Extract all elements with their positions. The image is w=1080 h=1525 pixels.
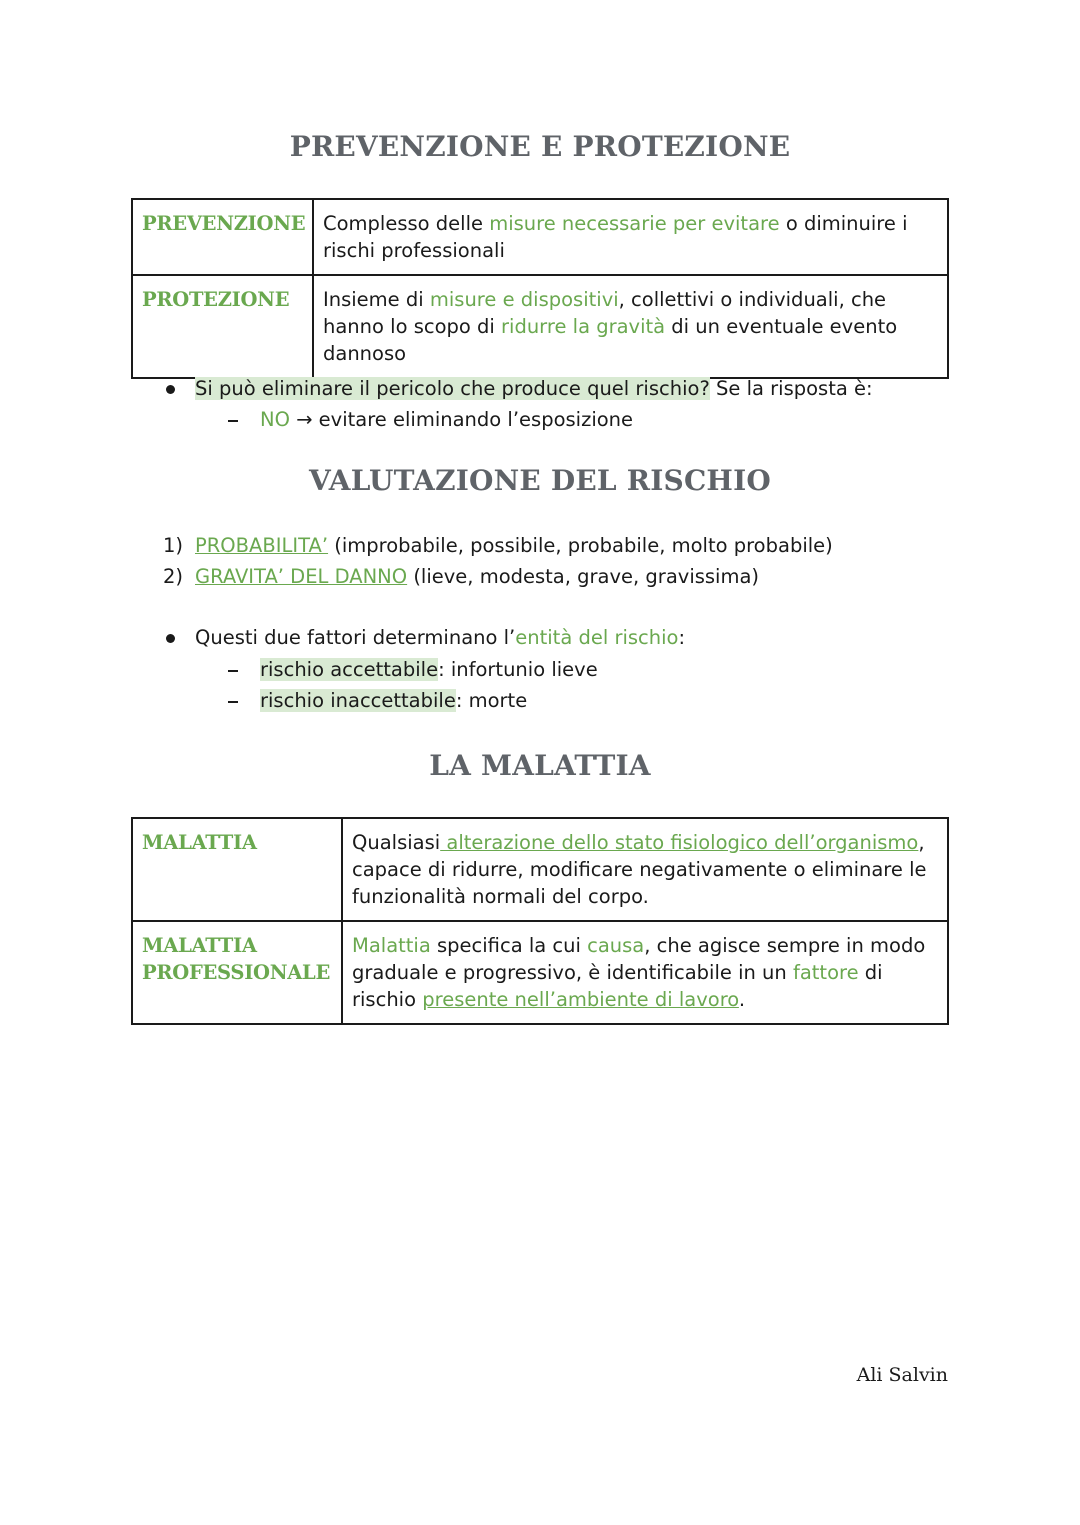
definition-text: di rischio <box>352 961 883 1011</box>
definition-keyword: Malattia <box>352 934 431 957</box>
definition-text: Complesso delle <box>323 212 490 235</box>
list-number: 2) <box>163 565 184 588</box>
sub-item-highlight: rischio accettabile <box>260 658 439 681</box>
bullet-dot <box>166 634 175 643</box>
factors-text: Questi due fattori determinano l’ <box>195 626 516 649</box>
definition-text: Qualsiasi <box>352 831 441 854</box>
table-row <box>132 275 948 378</box>
definition-keyword: presente nell’ambiente di lavoro <box>422 988 739 1011</box>
definition-cell <box>342 818 948 921</box>
list-item-text: (lieve, modesta, grave, gravissima) <box>407 565 760 588</box>
answer-line <box>260 405 633 435</box>
definition-cell <box>313 275 948 378</box>
definition-keyword: fattore <box>792 961 859 984</box>
answer-no: NO <box>260 408 290 431</box>
section-title-valutazione: VALUTAZIONE DEL RISCHIO <box>309 464 771 497</box>
question-line <box>195 374 873 404</box>
definition-text: , che agisce sempre in modo graduale e progressivo, è identificabile in un <box>352 934 926 984</box>
definition-cell <box>342 921 948 1024</box>
list-item-term: PROBABILITA’ <box>195 534 329 557</box>
answer-text: → evitare eliminando l’esposizione <box>289 408 634 431</box>
definition-table-malattia <box>131 817 949 1025</box>
definition-text: specifica la cui <box>430 934 588 957</box>
definition-text: di un eventuale evento dannoso <box>323 315 898 365</box>
sub-item-text: : morte <box>455 689 528 712</box>
sub-item <box>260 655 598 685</box>
list-item-term: GRAVITA’ DEL DANNO <box>195 565 408 588</box>
definition-keyword: misure e dispositivi <box>429 288 619 311</box>
factors-line <box>195 623 685 653</box>
definition-table-prevenzione <box>131 198 949 379</box>
section-title-malattia: LA MALATTIA <box>429 749 651 782</box>
definition-text: o diminuire i rischi professionali <box>323 212 908 262</box>
factors-text: : <box>678 626 686 649</box>
dash-marker <box>228 701 238 703</box>
sub-item-text: : infortunio lieve <box>438 658 598 681</box>
term-cell: PROTEZIONE <box>132 275 313 378</box>
table-row <box>132 921 948 1024</box>
term-cell: MALATTIA PROFESSIONALE <box>132 921 342 1024</box>
dash-marker <box>228 420 238 422</box>
table-row <box>132 818 948 921</box>
sub-item-highlight: rischio inaccettabile <box>260 689 456 712</box>
question-text: Se la risposta è: <box>709 377 873 400</box>
dash-marker <box>228 670 238 672</box>
list-number: 1) <box>163 534 184 557</box>
definition-text: , collettivi o individuali, che hanno lo scopo di <box>323 288 887 338</box>
term-cell: PREVENZIONE <box>132 199 313 275</box>
table-row <box>132 199 948 275</box>
factors-keyword: entità del rischio <box>515 626 679 649</box>
sub-item <box>260 686 527 716</box>
question-highlight: Si può eliminare il pericolo che produce quel rischio? <box>195 377 710 400</box>
list-item <box>195 531 833 561</box>
definition-keyword: ridurre la gravità <box>501 315 666 338</box>
author-signature: Ali Salvin <box>856 1364 948 1386</box>
list-item-text: (improbabile, possibile, probabile, molto probabile) <box>328 534 833 557</box>
definition-keyword: misure necessarie per evitare <box>489 212 780 235</box>
section-title-prevenzione-protezione: PREVENZIONE E PROTEZIONE <box>289 130 791 163</box>
definition-text: , capace di ridurre, modificare negativamente o eliminare le funzionalità normali del corpo. <box>352 831 927 908</box>
definition-text: . <box>738 988 746 1011</box>
definition-keyword: causa <box>587 934 645 957</box>
definition-keyword: alterazione dello stato fisiologico dell’organismo <box>440 831 919 854</box>
bullet-dot <box>166 385 175 394</box>
term-cell: MALATTIA <box>132 818 342 921</box>
list-item <box>195 562 759 592</box>
definition-text: Insieme di <box>323 288 430 311</box>
definition-cell <box>313 199 948 275</box>
